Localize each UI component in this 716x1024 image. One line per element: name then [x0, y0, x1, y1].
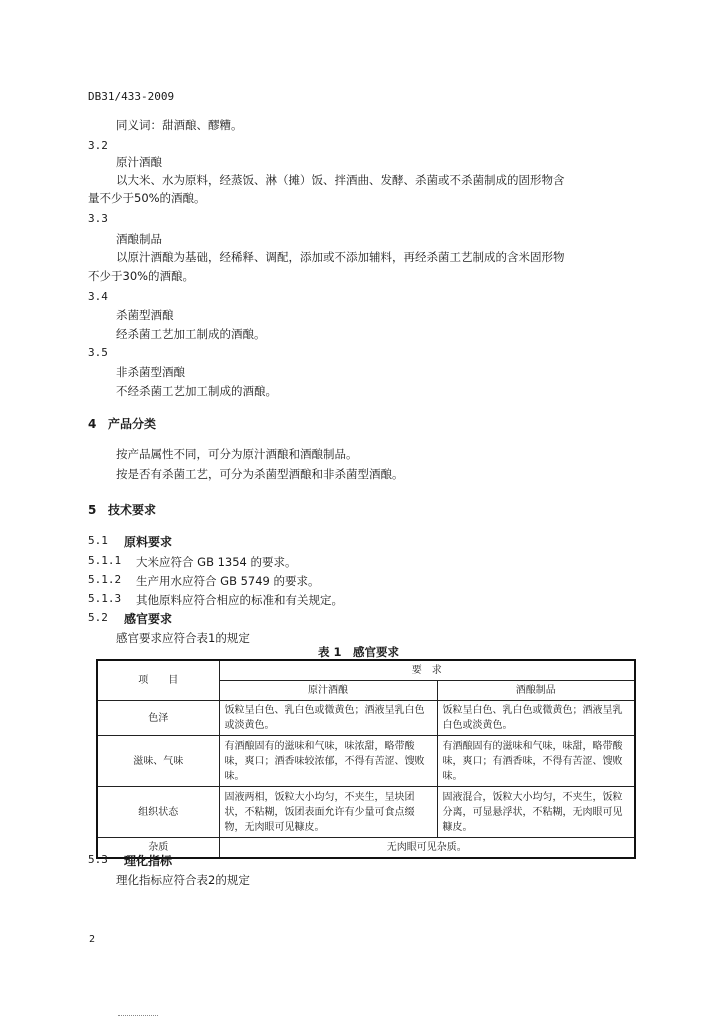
table-row: [97, 701, 635, 736]
table-row: [97, 838, 635, 859]
synonym-line: 同义词：甜酒酿、醪糟。: [116, 118, 243, 132]
cell-color-product: 饭粒呈白色、乳白色或微黄色；酒液呈乳白色或淡黄色。: [437, 701, 635, 736]
clause-title-5-1: 原料要求: [124, 535, 173, 549]
cell-texture-product: 固液混合，饭粒大小均匀，不夹生，饭粒分离，可显悬浮状，不粘糊，无肉眼可见糠皮。: [437, 787, 635, 838]
clause-number-3-2: 3.2: [88, 139, 108, 152]
clause-number-3-5: 3.5: [88, 346, 108, 359]
clause-number-5-1-2: 5.1.2: [88, 573, 122, 586]
clause-text-5-1-2: 生产用水应符合 GB 5749 的要求。: [136, 574, 320, 588]
clause-text-5-1-3: 其他原料应符合相应的标准和有关规定。: [136, 593, 343, 607]
definition-3-4-line1: 经杀菌工艺加工制成的酒酿。: [116, 327, 266, 341]
table-row: [97, 787, 635, 838]
row-label-impurities: 杂质: [97, 838, 219, 859]
col-header-item: 项 目: [97, 660, 219, 701]
document-code: DB31/433-2009: [88, 90, 175, 103]
definition-3-2-line2: 量不少于50%的酒酿。: [88, 191, 206, 205]
clause-number-5-3: 5.3: [88, 853, 108, 866]
cell-impurities-merged: 无肉眼可见杂质。: [219, 838, 635, 859]
term-title-3-4: 杀菌型酒酿: [116, 308, 174, 322]
classification-line2: 按是否有杀菌工艺，可分为杀菌型酒酿和非杀菌型酒酿。: [116, 467, 404, 481]
cell-texture-original: 固液两相，饭粒大小均匀，不夹生，呈块团状，不粘糊，饭团表面允许有少量可食点缀物，无肉眼可见糠皮。: [219, 787, 437, 838]
table-header-row: [97, 660, 635, 681]
classification-line1: 按产品属性不同，可分为原汁酒酿和酒酿制品。: [116, 447, 358, 461]
clause-number-3-4: 3.4: [88, 290, 108, 303]
row-label-color: 色泽: [97, 701, 219, 736]
table1-caption: 表 1 感官要求: [318, 645, 400, 659]
col-header-original-jiuniang: 原汁酒酿: [219, 681, 437, 701]
section-title-4: 产品分类: [108, 417, 157, 431]
physicochemical-requirement-text: 理化指标应符合表2的规定: [116, 873, 250, 887]
col-header-jiuniang-products: 酒酿制品: [437, 681, 635, 701]
clause-number-5-1-3: 5.1.3: [88, 592, 122, 605]
definition-3-5-line1: 不经杀菌工艺加工制成的酒酿。: [116, 384, 277, 398]
col-header-requirements: 要 求: [219, 660, 635, 681]
clause-number-5-2: 5.2: [88, 611, 108, 624]
definition-3-2-line1: 以大米、水为原料，经蒸饭、淋（摊）饭、拌酒曲、发酵、杀菌或不杀菌制成的固形物含: [116, 173, 565, 187]
sensory-requirement-text: 感官要求应符合表1的规定: [116, 631, 250, 645]
row-label-texture: 组织状态: [97, 787, 219, 838]
clause-number-5-1: 5.1: [88, 534, 108, 547]
term-title-3-3: 酒酿制品: [116, 232, 162, 246]
section-number-4: 4: [88, 417, 97, 431]
clause-title-5-3: 理化指标: [124, 854, 173, 868]
sensory-requirements-table: [96, 659, 636, 859]
definition-3-3-line2: 不少于30%的酒酿。: [88, 269, 195, 283]
clause-title-5-2: 感官要求: [124, 612, 173, 626]
definition-3-3-line1: 以原汁酒酿为基础，经稀释、调配，添加或不添加辅料，再经杀菌工艺制成的含米固形物: [116, 250, 565, 264]
clause-text-5-1-1: 大米应符合 GB 1354 的要求。: [136, 555, 297, 569]
clause-number-5-1-1: 5.1.1: [88, 554, 122, 567]
cell-taste-product: 有酒酿固有的滋味和气味，味甜，略带酸味，爽口；有酒香味，不得有苦涩、馊败味。: [437, 736, 635, 787]
scan-artifact-divider: [118, 1015, 158, 1020]
cell-color-original: 饭粒呈白色、乳白色或微黄色；酒液呈乳白色或淡黄色。: [219, 701, 437, 736]
section-number-5: 5: [88, 503, 97, 517]
page-number: 2: [89, 934, 96, 945]
term-title-3-5: 非杀菌型酒酿: [116, 365, 185, 379]
cell-taste-original: 有酒酿固有的滋味和气味，味浓甜，略带酸味，爽口；酒香味较浓郁，不得有苦涩、馊败味。: [219, 736, 437, 787]
section-title-5: 技术要求: [108, 503, 157, 517]
term-title-3-2: 原汁酒酿: [116, 155, 162, 169]
table-row: [97, 736, 635, 787]
clause-number-3-3: 3.3: [88, 212, 108, 225]
row-label-taste-smell: 滋味、气味: [97, 736, 219, 787]
